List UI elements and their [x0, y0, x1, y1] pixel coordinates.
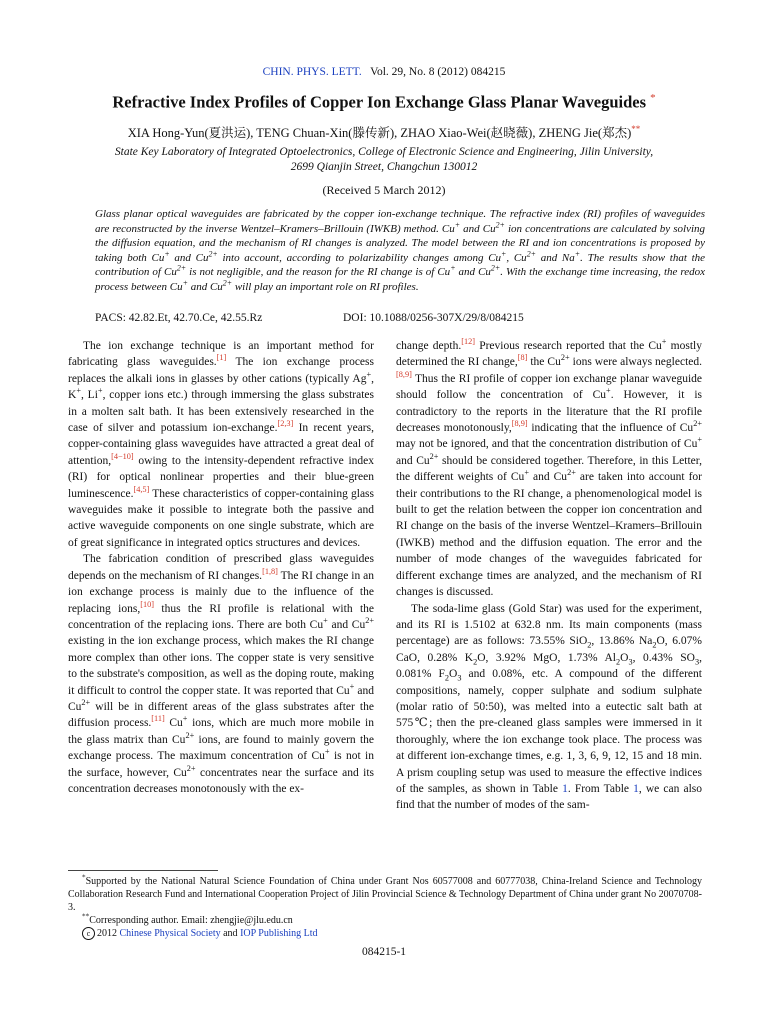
affiliation-line-2: 2699 Qianjin Street, Changchun 130012	[290, 160, 478, 173]
author-list: XIA Hong-Yun(夏洪运), TENG Chuan-Xin(滕传新), ZHAO Xiao-Wei(赵晓薇), ZHENG Jie(郑杰)**	[127, 123, 641, 140]
footnote-divider	[68, 870, 218, 871]
author-footnote-marker[interactable]: **	[631, 123, 641, 134]
title-footnote-marker[interactable]: *	[650, 92, 656, 104]
citation[interactable]: [8]	[517, 353, 528, 363]
paragraph: The fabrication condition of prescribed glass waveguides depends on the mechanism of RI changes.[1,8] The RI change in an ion exchange process is mainly due to the influence of the replacing ions,[10] thus the RI profile is relational with the concentration of the replacing ions. There are both Cu+ and $Cu^{2+}$ existing in the ion exchange process, which makes the RI change more complex than other ions. The copper state is very sensitive to the substrate's composition, as well as the doping route, making it difficult to control the copper state. It was reported that Cu+ and $Cu^{2+}$ will be in different areas of the glass substrates after the diffusion process.[11] Cu+ ions, which are much more mobile in the glass matrix than $Cu^{2+}$ ions, are found to mainly govern the exchange process. The maximum concentration of Cu+ is not in the surface, however, $Cu^{2+}$ concentrates near the surface and its concentration decreases monotonously with the ex-	[68, 553, 375, 795]
citation[interactable]: [1]	[216, 353, 227, 363]
doi[interactable]: DOI: 10.1088/0256-307X/29/8/084215	[343, 312, 524, 324]
title-block	[60, 92, 708, 175]
copyright-icon: c	[82, 927, 95, 940]
cps-link[interactable]: Chinese Physical Society	[119, 928, 221, 939]
footnotes	[68, 870, 702, 940]
journal-header	[0, 66, 768, 78]
pacs-doi-line	[95, 312, 705, 324]
body-column-left	[68, 338, 374, 797]
citation[interactable]: [11]	[151, 714, 165, 724]
affiliation	[60, 145, 708, 175]
body-column-right	[396, 338, 702, 814]
citation[interactable]: [1,8]	[262, 566, 278, 576]
table-link[interactable]: 1	[633, 782, 639, 795]
volume-info: Vol. 29, No. 8 (2012) 084215	[370, 66, 506, 78]
corresponding-author-footnote: **Corresponding author. Email: zhengjie@jlu.edu.cn	[82, 912, 293, 926]
citation[interactable]: [2,3]	[277, 419, 294, 429]
citation[interactable]: [4−10]	[111, 452, 134, 462]
paper-title: Refractive Index Profiles of Copper Ion Exchange Glass Planar Waveguides *	[112, 92, 656, 112]
table-link[interactable]: 1	[562, 782, 568, 795]
citation[interactable]: [10]	[140, 599, 154, 609]
iop-link[interactable]: IOP Publishing Ltd	[240, 928, 318, 939]
citation[interactable]: [8,9]	[511, 419, 528, 429]
abstract: Glass planar optical waveguides are fabricated by the copper ion-exchange technique. The refractive index (RI) profiles of waveguides are reconstructed by the inverse Wentzel–Kramers–Brillouin (IWKB) method. Cu+ and $Cu^{2+}$ ion concentrations are calculated by solving the diffusion equation, and the mechanism of RI changes is analyzed. The model between the RI and ion concentrations is proposed by taking both Cu+ and $Cu^{2+}$ into account, according to polarizability changes among Cu+, $Cu^{2+}$ and Na+. The results show that the contribution of $Cu^{2+}$ is not negligible, and the reason for the RI change is of Cu+ and $Cu^{2+}$. With the exchange time increasing, the redox process between Cu+ and $Cu^{2+}$ will play an important role on RI profiles.	[95, 208, 706, 293]
paragraph: change depth.[12] Previous research reported that the Cu+ mostly determined the RI change,[8] the $Cu^{2+}$ ions were always neglected.[8,9] Thus the RI profile of copper ion exchange planar waveguide should follow the concentration of Cu+. However, it is contradictory to the reports in the literature that the RI profile decreases monotonously,[8,9] indicating that the influence of $Cu^{2+}$ may not be ignored, and that the concentration distribution of Cu+ and $Cu^{2+}$ should be considered together. Therefore, in this Letter, the different weights of Cu+ and $Cu^{2+}$ are taken into account for their contributions to the RI change, a phenomenological model is built to get the relation between the copper ion concentration and RI change on the basis of the inverse Wentzel–Kramers–Brillouin (IWKB) method and the diffusion equation. The error and the number of mode changes of the waveguides fabricated for different exchange times are analyzed, and the mechanism of RI changes is discussed.	[396, 337, 702, 599]
citation[interactable]: [8,9]	[396, 369, 412, 379]
citation[interactable]: [12]	[461, 337, 475, 347]
copyright-line: c 2012 Chinese Physical Society and IOP Publishing Ltd	[68, 927, 702, 940]
citation[interactable]: [4,5]	[133, 484, 150, 494]
received-date: (Received 5 March 2012)	[322, 183, 446, 197]
page-number: 084215-1	[361, 946, 407, 958]
paragraph: The ion exchange technique is an important method for fabricating glass waveguides.[1] The ion exchange process replaces the alkali ions in glasses by other cations (typically Ag+, K+, Li+, copper ions etc.) through immersing the glass substrates in a molten salt bath. It has been extensively researched in the case of silver and potassium ion-exchange.[2,3] In recent years, copper-containing glass waveguides have attracted a great deal of attention,[4−10] owing to the intensity-dependent refractive index (RI) for optical nonlinear properties and their blue-green luminescence.[4,5] These characteristics of copper-containing glass waveguides make it possible to integrate both the passive and active waveguide components on one single substrate, which are of great significance in integrated optics structures and devices.	[68, 340, 374, 549]
paragraph: The soda-lime glass (Gold Star) was used for the experiment, and its RI is 1.5102 at 632.8 nm. Its main components (mass percentage) are as follows: 73.55% SiO$_2$, 13.86% $Na_2O$, 6.07% CaO, 0.28% $K_2O$, 3.92% MgO, 1.73% $Al_2O_3$, 0.43% $SO_3$, 0.081% $F_2O_3$ and 0.08%, etc. A compound of the different compositions, namely, copper sulphate and sodium sulphate (molar ratio of 50:50), was melted into a eutectic salt bath at 575℃; then the pre-cleaned glass samples were immersed in it thoroughly, where the ion exchange took place. The process was at different ion-exchange times, e.g. 1, 3, 6, 9, 12, 15 and 18 min. A prism coupling setup was used to measure the effective indices of the samples, as shown in Table 1. From Table 1, we can also find that the number of modes of the sam-	[396, 602, 702, 812]
affiliation-line-1: State Key Laboratory of Integrated Optoelectronics, College of Electronic Science and Engineering, Jilin University,	[114, 145, 654, 158]
journal-name-link[interactable]: CHIN. PHYS. LETT.	[262, 66, 362, 78]
pacs-codes: PACS: 42.82.Et, 42.70.Ce, 42.55.Rz	[95, 312, 263, 324]
funding-footnote: *Supported by the National Natural Science Foundation of China under Grant Nos 60577008 and 60777038, China-Ireland Science and Technology Collaboration Research Fund and International Cooperation Project of Jilin Provincial Science & Technology Department of China under grant No 20070708-3.	[68, 873, 702, 913]
